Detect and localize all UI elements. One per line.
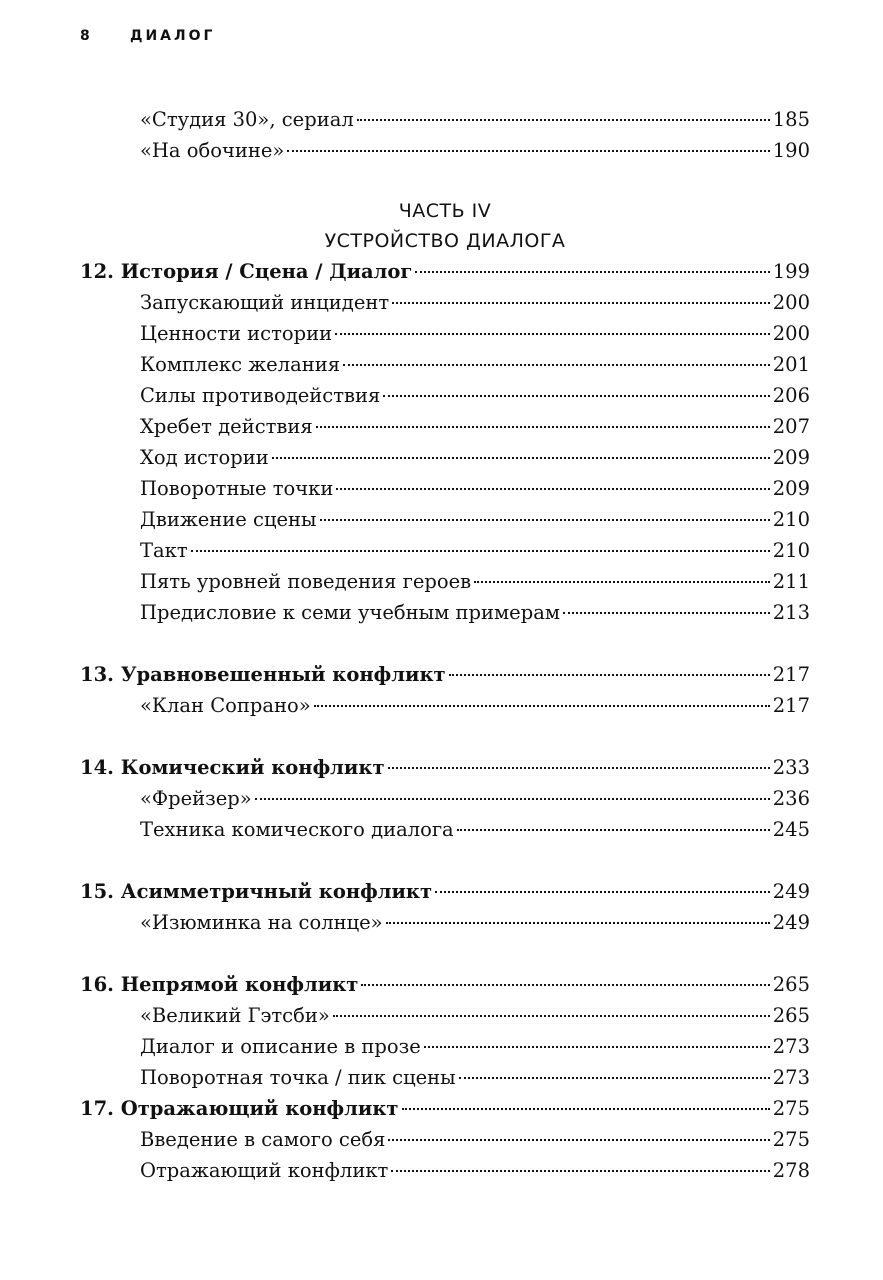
toc-entry-title: Отражающий конфликт	[140, 1159, 389, 1182]
toc-entry[interactable]	[80, 1000, 810, 1031]
dot-leader	[388, 1139, 769, 1141]
toc-entry-page: 206	[772, 384, 810, 407]
toc-entry[interactable]	[80, 135, 810, 166]
toc-entry-title: Хребет действия	[140, 415, 313, 438]
toc-entry-title: Предисловие к семи учебным примерам	[140, 601, 560, 624]
toc-chapter[interactable]	[80, 876, 810, 907]
toc-entry-title: Комплекс желания	[140, 353, 341, 376]
toc-entry[interactable]	[80, 690, 810, 721]
toc-entry-title: Поворотная точка / пик сцены	[140, 1066, 456, 1089]
dot-leader	[314, 705, 770, 707]
dot-leader	[255, 798, 770, 800]
toc-entry-title: Поворотные точки	[140, 477, 334, 500]
dot-leader	[415, 271, 769, 273]
toc-entry[interactable]	[80, 411, 810, 442]
table-of-contents	[80, 104, 810, 1186]
toc-entry[interactable]	[80, 318, 810, 349]
toc-entry-title: «Клан Сопрано»	[140, 694, 311, 717]
toc-entry-page: 245	[772, 818, 810, 841]
dot-leader	[287, 150, 769, 152]
toc-entry-page: 278	[772, 1159, 810, 1182]
dot-leader	[457, 829, 770, 831]
dot-leader	[272, 457, 770, 459]
toc-entry[interactable]	[80, 535, 810, 566]
page-number: 8	[80, 28, 90, 44]
dot-leader	[335, 333, 770, 335]
toc-entry-page: 213	[772, 601, 810, 624]
toc-entry-page: 210	[772, 508, 810, 531]
dot-leader	[191, 550, 770, 552]
dot-leader	[563, 612, 770, 614]
toc-entry-title: Движение сцены	[140, 508, 317, 531]
toc-entry-page: 273	[772, 1066, 810, 1089]
toc-entry[interactable]	[80, 1155, 810, 1186]
running-title: ДИАЛОГ	[130, 28, 216, 44]
toc-entry-page: 265	[772, 1004, 810, 1027]
toc-chapter-page: 275	[772, 1097, 810, 1120]
dot-leader	[459, 1077, 770, 1079]
toc-entry-page: 249	[772, 911, 810, 934]
toc-chapter[interactable]	[80, 1093, 810, 1124]
dot-leader	[336, 488, 769, 490]
dot-leader	[361, 984, 769, 986]
toc-chapter-page: 265	[772, 973, 810, 996]
toc-entry[interactable]	[80, 349, 810, 380]
toc-entry[interactable]	[80, 1124, 810, 1155]
dot-leader	[333, 1015, 770, 1017]
toc-entry[interactable]	[80, 442, 810, 473]
toc-entry-title: Силы противодействия	[140, 384, 381, 407]
toc-entry[interactable]	[80, 566, 810, 597]
toc-chapter[interactable]	[80, 752, 810, 783]
toc-entry-title: «Студия 30», сериал	[140, 108, 354, 131]
toc-chapter-title: 15. Асимметричный конфликт	[80, 880, 433, 903]
dot-leader	[424, 1046, 770, 1048]
toc-chapter-title: 16. Непрямой конфликт	[80, 973, 359, 996]
dot-leader	[449, 674, 770, 676]
dot-leader	[343, 364, 770, 366]
dot-leader	[391, 1170, 769, 1172]
toc-chapter[interactable]	[80, 256, 810, 287]
toc-entry-page: 209	[772, 477, 810, 500]
toc-entry-title: Техника комического диалога	[140, 818, 454, 841]
dot-leader	[383, 395, 769, 397]
toc-entry-page: 185	[772, 108, 810, 131]
toc-entry[interactable]	[80, 814, 810, 845]
toc-entry[interactable]	[80, 1062, 810, 1093]
toc-entry-title: Введение в самого себя	[140, 1128, 386, 1151]
toc-chapter-title: 13. Уравновешенный конфликт	[80, 663, 446, 686]
toc-entry[interactable]	[80, 287, 810, 318]
toc-entry-page: 211	[772, 570, 810, 593]
toc-entry-page: 236	[772, 787, 810, 810]
dot-leader	[316, 426, 770, 428]
toc-entry[interactable]	[80, 907, 810, 938]
toc-entry-page: 210	[772, 539, 810, 562]
dot-leader	[474, 581, 770, 583]
dot-leader	[435, 891, 770, 893]
toc-entry[interactable]	[80, 1031, 810, 1062]
dot-leader	[386, 922, 770, 924]
toc-entry[interactable]	[80, 104, 810, 135]
toc-entry-title: Запускающий инцидент	[140, 291, 390, 314]
toc-entry-title: «На обочине»	[140, 139, 285, 162]
toc-entry-page: 200	[772, 322, 810, 345]
dot-leader	[320, 519, 770, 521]
toc-chapter-page: 217	[772, 663, 810, 686]
toc-chapter-page: 199	[772, 260, 810, 283]
toc-entry-page: 207	[772, 415, 810, 438]
toc-entry[interactable]	[80, 597, 810, 628]
toc-chapter-page: 249	[772, 880, 810, 903]
toc-chapter-title: 14. Комический конфликт	[80, 756, 385, 779]
toc-entry[interactable]	[80, 473, 810, 504]
toc-chapter-page: 233	[772, 756, 810, 779]
toc-entry-title: Диалог и описание в прозе	[140, 1035, 421, 1058]
dot-leader	[402, 1108, 770, 1110]
toc-chapter-title: 12. История / Сцена / Диалог	[80, 260, 413, 283]
toc-entry-page: 275	[772, 1128, 810, 1151]
toc-entry-page: 217	[772, 694, 810, 717]
toc-chapter[interactable]	[80, 659, 810, 690]
toc-entry-title: Ценности истории	[140, 322, 333, 345]
toc-chapter[interactable]	[80, 969, 810, 1000]
toc-entry-page: 273	[772, 1035, 810, 1058]
running-head	[80, 28, 215, 44]
dot-leader	[392, 302, 770, 304]
part-label: ЧАСТЬ IV	[398, 200, 492, 222]
toc-entry-title: Пять уровней поведения героев	[140, 570, 472, 593]
toc-entry-title: «Фрейзер»	[140, 787, 252, 810]
dot-leader	[388, 767, 770, 769]
dot-leader	[357, 119, 770, 121]
toc-entry[interactable]	[80, 504, 810, 535]
toc-entry-page: 201	[772, 353, 810, 376]
toc-entry-page: 200	[772, 291, 810, 314]
toc-entry[interactable]	[80, 380, 810, 411]
toc-entry-title: Такт	[140, 539, 188, 562]
toc-chapter-title: 17. Отражающий конфликт	[80, 1097, 399, 1120]
part-title: УСТРОЙСТВО ДИАЛОГА	[324, 230, 566, 252]
toc-entry-page: 190	[772, 139, 810, 162]
toc-entry[interactable]	[80, 783, 810, 814]
toc-entry-page: 209	[772, 446, 810, 469]
toc-entry-title: «Великий Гэтсби»	[140, 1004, 330, 1027]
toc-entry-title: «Изюминка на солнце»	[140, 911, 383, 934]
toc-entry-title: Ход истории	[140, 446, 269, 469]
